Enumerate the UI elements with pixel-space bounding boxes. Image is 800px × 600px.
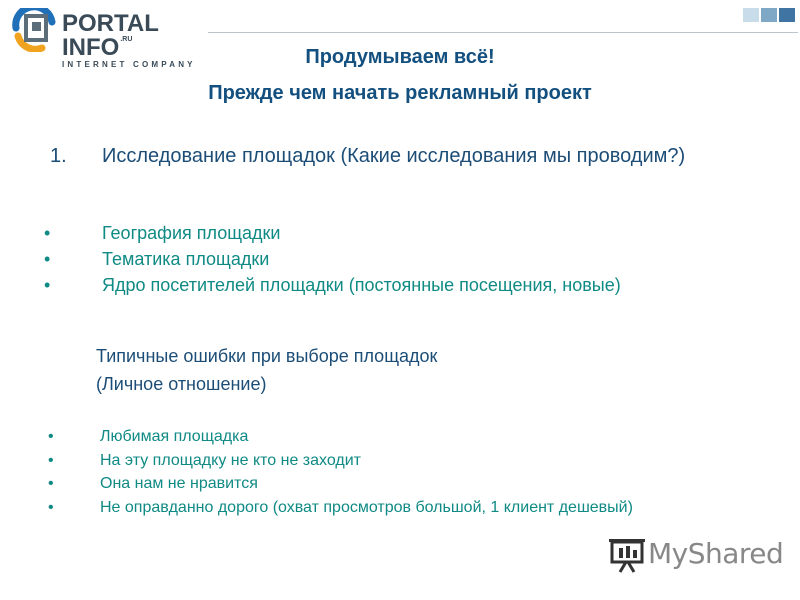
bullet-dot: • <box>44 223 51 243</box>
bullet-dot: • <box>48 451 54 469</box>
list-item-text: География площадки <box>102 223 281 243</box>
header-divider <box>208 32 798 33</box>
myshared-brand-text: MyShared <box>648 537 784 570</box>
slide-title-line2: Прежде чем начать рекламный проект <box>208 82 592 104</box>
mistakes-heading-line1: Типичные ошибки при выборе площадок <box>96 346 438 366</box>
logo-main-text: PORTAL INFO <box>62 10 159 61</box>
bullet-dot: • <box>48 498 54 516</box>
square-dark <box>779 8 795 22</box>
list-item-text: Тематика площадки <box>102 249 270 269</box>
slide-title-line1: Продумываем всё! <box>305 46 495 68</box>
logo-ru-text: .RU <box>120 36 133 43</box>
item-text: Исследование площадок (Какие исследования мы проводим?) <box>102 145 686 167</box>
list-item-text: Не оправданно дорого (охват просмотров большой, 1 клиент дешевый) <box>100 498 633 516</box>
bullet-dot: • <box>48 475 54 492</box>
square-mid <box>761 8 777 22</box>
presentation-board-icon <box>609 539 645 572</box>
mistakes-heading-line2: (Личное отношение) <box>96 374 267 394</box>
list-item-text: Любимая площадка <box>100 428 249 445</box>
square-light <box>743 8 759 22</box>
myshared-watermark <box>606 534 784 574</box>
bullet-dot: • <box>48 428 54 445</box>
list-item-text: Ядро посетителей площадки (постоянные посещения, новые) <box>102 275 621 295</box>
list-item-text: Она нам не нравится <box>100 475 258 492</box>
list-item-text: На эту площадку не кто не заходит <box>100 451 361 469</box>
logo-subtitle: INTERNET COMPANY <box>62 60 196 69</box>
bullet-dot: • <box>44 249 51 269</box>
bullet-dot: • <box>44 275 51 295</box>
item-number: 1. <box>50 145 67 167</box>
